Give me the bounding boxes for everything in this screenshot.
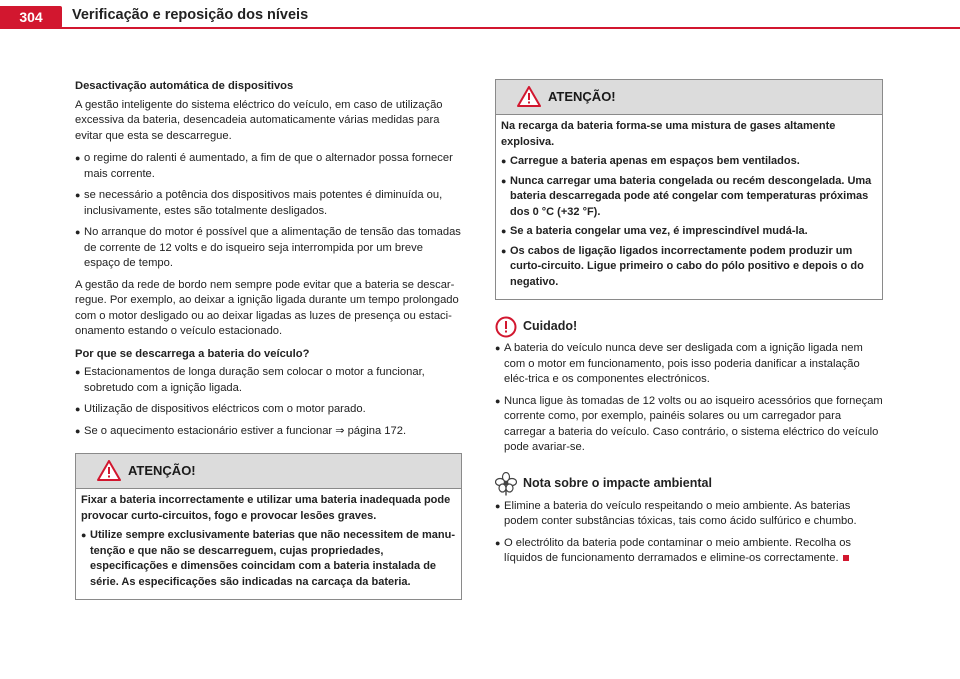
warning-header (496, 80, 882, 115)
warning-header (76, 454, 461, 489)
environment-title: Nota sobre o impacte ambiental (523, 475, 712, 490)
section-heading-why-discharge: Por que se descarrega a bateria do veículo? (75, 347, 310, 360)
bullet-icon: ● (501, 175, 507, 186)
list-item: ● No arranque do motor é possível que a alimentação de tensão das tomadas de corrente de 12 volts e do isqueiro seja interrompida por um breve espaço de tempo. (75, 225, 462, 272)
warning-title: ATENÇÃO! (548, 89, 616, 104)
page-number: 304 (0, 6, 62, 28)
list-item: ● Nunca carregar uma bateria congelada ou recém descongelada. Uma bateria descarregada pode até congelar com temperaturas próximas dos 0 °C (+32 °F). (501, 174, 877, 221)
list-item: ● Os cabos de ligação ligados incorrectamente podem produzir um curto-circuito. Ligue primeiro o cabo do pólo positivo e depois o do negativo. (501, 244, 877, 291)
warning-intro: Fixar a bateria incorrectamente e utilizar uma bateria inadequada pode provocar curto-circuitos, fogo e provocar lesões graves. (81, 494, 451, 522)
list-item: ● Nunca ligue às tomadas de 12 volts ou ao isqueiro acessórios que forneçam corrente como, por exemplo, painéis solares ou um carregador para carregar a bateria do veículo. Caso contrário, o sistema eléctrico do veículo pode avariar-se. (495, 394, 883, 456)
environment-header (495, 472, 883, 496)
left-column (75, 79, 462, 600)
bullet-icon: ● (495, 537, 501, 548)
bullet-icon: ● (501, 156, 507, 166)
list-item: ● O electrólito da bateria pode contaminar o meio ambiente. Recolha os líquidos de funcionamento derramados e elimine-os correctamente. (495, 536, 883, 567)
page-reference-link[interactable]: página 172. (347, 424, 407, 437)
list-item: ● o regime do ralenti é aumentado, a fim de que o alternador possa fornecer mais corrente. (75, 151, 462, 182)
bullet-icon: ● (75, 425, 81, 436)
list-item: ● Elimine a bateria do veículo respeitando o meio ambiente. As baterias podem conter substâncias tóxicas, tais como ácido sulfúrico e chumbo. (495, 499, 883, 530)
warning-box (75, 453, 462, 600)
list-item: ● Se a bateria congelar uma vez, é imprescindível mudá-la. (501, 224, 877, 240)
bullet-icon: ● (495, 343, 501, 353)
list-item: ● A bateria do veículo nunca deve ser desligada com a ignição ligada nem com o motor em funcionamento, pois isso poderia danificar a instalação eléc-trica e os componentes electrónicos. (495, 341, 883, 388)
bullet-icon: ● (75, 153, 81, 163)
right-column (495, 79, 883, 573)
warning-intro: Na recarga da bateria forma-se uma mistura de gases altamente explosiva. (501, 120, 836, 148)
bullet-icon: ● (75, 190, 81, 200)
warning-box (495, 79, 883, 300)
caution-section (495, 316, 883, 456)
arrow-right-icon: ⇒ (335, 424, 345, 437)
list-item: ● Estacionamentos de longa duração sem colocar o motor a funcionar, sobretudo com a ignição ligada. (75, 365, 462, 396)
page-header (0, 0, 960, 30)
paragraph-intro: A gestão inteligente do sistema eléctrico do veículo, em caso de utilização excessiva da bateria, desencadeia automaticamente várias medidas para evitar que esta se descarregue. (75, 98, 443, 142)
list-item: ● Carregue a bateria apenas em espaços bem ventilados. (501, 154, 877, 170)
caution-header (495, 316, 883, 338)
list-item: ● se necessário a potência dos dispositivos mais potentes é diminuída ou, inclusivamente, estes são totalmente desligados. (75, 188, 462, 219)
caution-exclamation-icon (495, 316, 517, 338)
warning-triangle-icon (97, 460, 121, 481)
bullet-icon: ● (75, 227, 81, 237)
header-rule (0, 27, 960, 29)
environment-flower-icon (495, 472, 517, 496)
warning-body (496, 115, 882, 299)
bullet-icon: ● (81, 530, 87, 540)
bullet-icon: ● (501, 226, 507, 236)
bullet-icon: ● (495, 395, 501, 406)
page-title: Verificação e reposição dos níveis (72, 7, 309, 23)
bullet-icon: ● (75, 404, 81, 414)
warning-triangle-icon (517, 86, 541, 107)
paragraph-discharge: A gestão da rede de bordo nem sempre pode evitar que a bateria se descar-regue. Por exemplo, ao deixar a ignição ligada durante um tempo prolongado com o motor desligado ou ao deixar ligadas as luzes de presença ou estaci-onamento estando o veículo estacionado. (75, 278, 459, 337)
bullet-icon: ● (495, 500, 501, 511)
section-heading-auto-deactivation: Desactivação automática de dispositivos (75, 80, 294, 92)
environment-section (495, 472, 883, 567)
warning-title: ATENÇÃO! (128, 463, 196, 478)
caution-title: Cuidado! (523, 319, 578, 334)
list-item: ● Se o aquecimento estacionário estiver a funcionar ⇒ página 172. (75, 424, 462, 440)
end-of-section-mark (843, 555, 849, 561)
bullet-icon: ● (75, 367, 81, 377)
bullet-icon: ● (501, 245, 507, 256)
list-item: ● Utilize sempre exclusivamente baterias que não necessitem de manu-tenção e que não se descarreguem, cujas propriedades, especificações e dimensões coincidam com a bateria instalada de série. As especificações são indicadas na carcaça da bateria. (81, 528, 456, 590)
warning-body (76, 489, 461, 599)
list-item: ● Utilização de dispositivos eléctricos com o motor parado. (75, 402, 462, 418)
